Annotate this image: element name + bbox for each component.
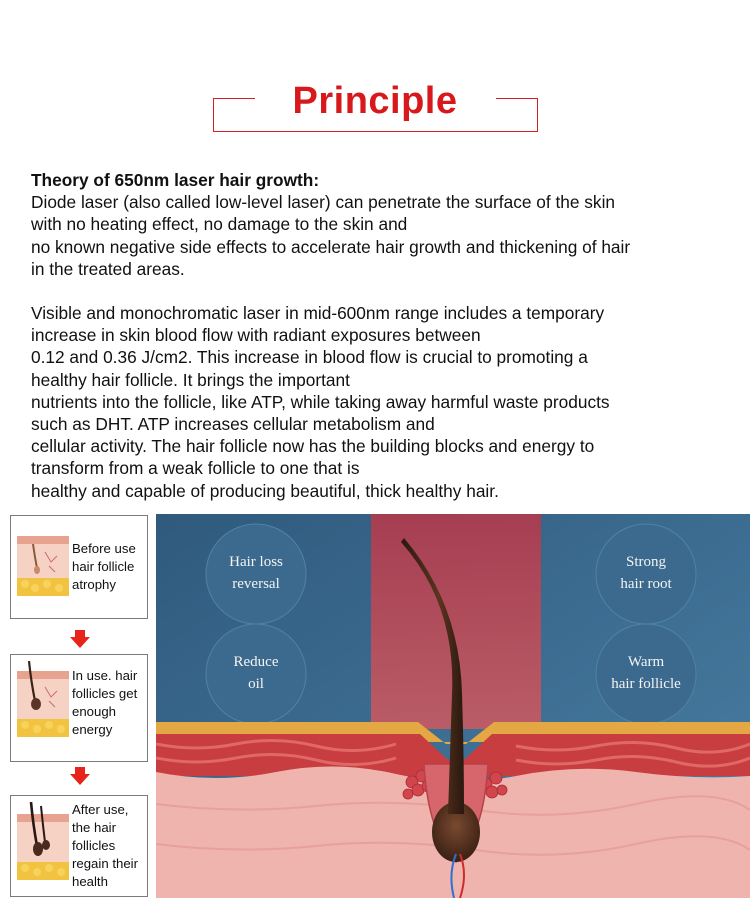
intro-line: with no heating effect, no damage to the skin and: [31, 214, 408, 235]
principle-text: [31, 169, 731, 502]
detail-line: 0.12 and 0.36 J/cm2. This increase in blood flow is crucial to promoting a: [31, 347, 588, 368]
detail-line: healthy and capable of producing beautiful, thick healthy hair.: [31, 480, 499, 501]
step-caption: Before use hair follicle atrophy: [72, 541, 136, 592]
svg-text:hair root: hair root: [620, 576, 672, 592]
detail-line: increase in skin blood flow with radiant exposures between: [31, 325, 481, 346]
intro-heading: Theory of 650nm laser hair growth:: [31, 170, 320, 190]
detail-line: healthy hair follicle. It brings the important: [31, 369, 350, 390]
energized-follicle-image: [15, 661, 71, 751]
benefit-bubble-strong-root: [596, 524, 696, 624]
benefit-bubble-hair-loss: [206, 524, 306, 624]
svg-text:Warm: Warm: [627, 654, 665, 670]
svg-text:Reduce: Reduce: [233, 654, 279, 670]
laser-follicle-illustration: [156, 514, 750, 898]
healthy-follicle-image: [15, 802, 71, 892]
down-arrow-icon: [70, 630, 90, 648]
step-in-use: [10, 654, 148, 762]
benefit-bubble-reduce-oil: [206, 624, 306, 724]
down-arrow-icon: [70, 767, 90, 785]
svg-text:Strong: Strong: [625, 554, 667, 570]
step-caption: After use, the hair follicles regain their health: [72, 802, 138, 889]
svg-text:Hair loss: Hair loss: [229, 554, 283, 570]
svg-text:hair follicle: hair follicle: [611, 676, 681, 692]
intro-line: in the treated areas.: [31, 258, 185, 279]
benefit-bubble-warm-follicle: [596, 624, 696, 724]
detail-line: nutrients into the follicle, like ATP, while taking away harmful waste products: [31, 391, 610, 412]
treatment-steps: [10, 515, 148, 895]
atrophic-follicle-image: [15, 522, 71, 612]
intro-line: Diode laser (also called low-level laser) can penetrate the surface of the skin: [31, 192, 616, 213]
detail-line: cellular activity. The hair follicle now has the building blocks and energy to: [31, 436, 595, 457]
detail-line: Visible and monochromatic laser in mid-600nm range includes a temporary: [31, 303, 605, 324]
step-after-use: [10, 795, 148, 897]
principle-header: [0, 70, 750, 140]
svg-text:reversal: reversal: [232, 576, 280, 592]
step-caption: In use. hair follicles get enough energy: [72, 668, 138, 737]
step-before-use: [10, 515, 148, 619]
page-title: Principle: [292, 80, 458, 122]
intro-line: no known negative side effects to accelerate hair growth and thickening of hair: [31, 236, 631, 257]
detail-line: transform from a weak follicle to one that is: [31, 458, 360, 479]
detail-line: such as DHT. ATP increases cellular metabolism and: [31, 414, 435, 435]
svg-text:oil: oil: [248, 676, 264, 692]
